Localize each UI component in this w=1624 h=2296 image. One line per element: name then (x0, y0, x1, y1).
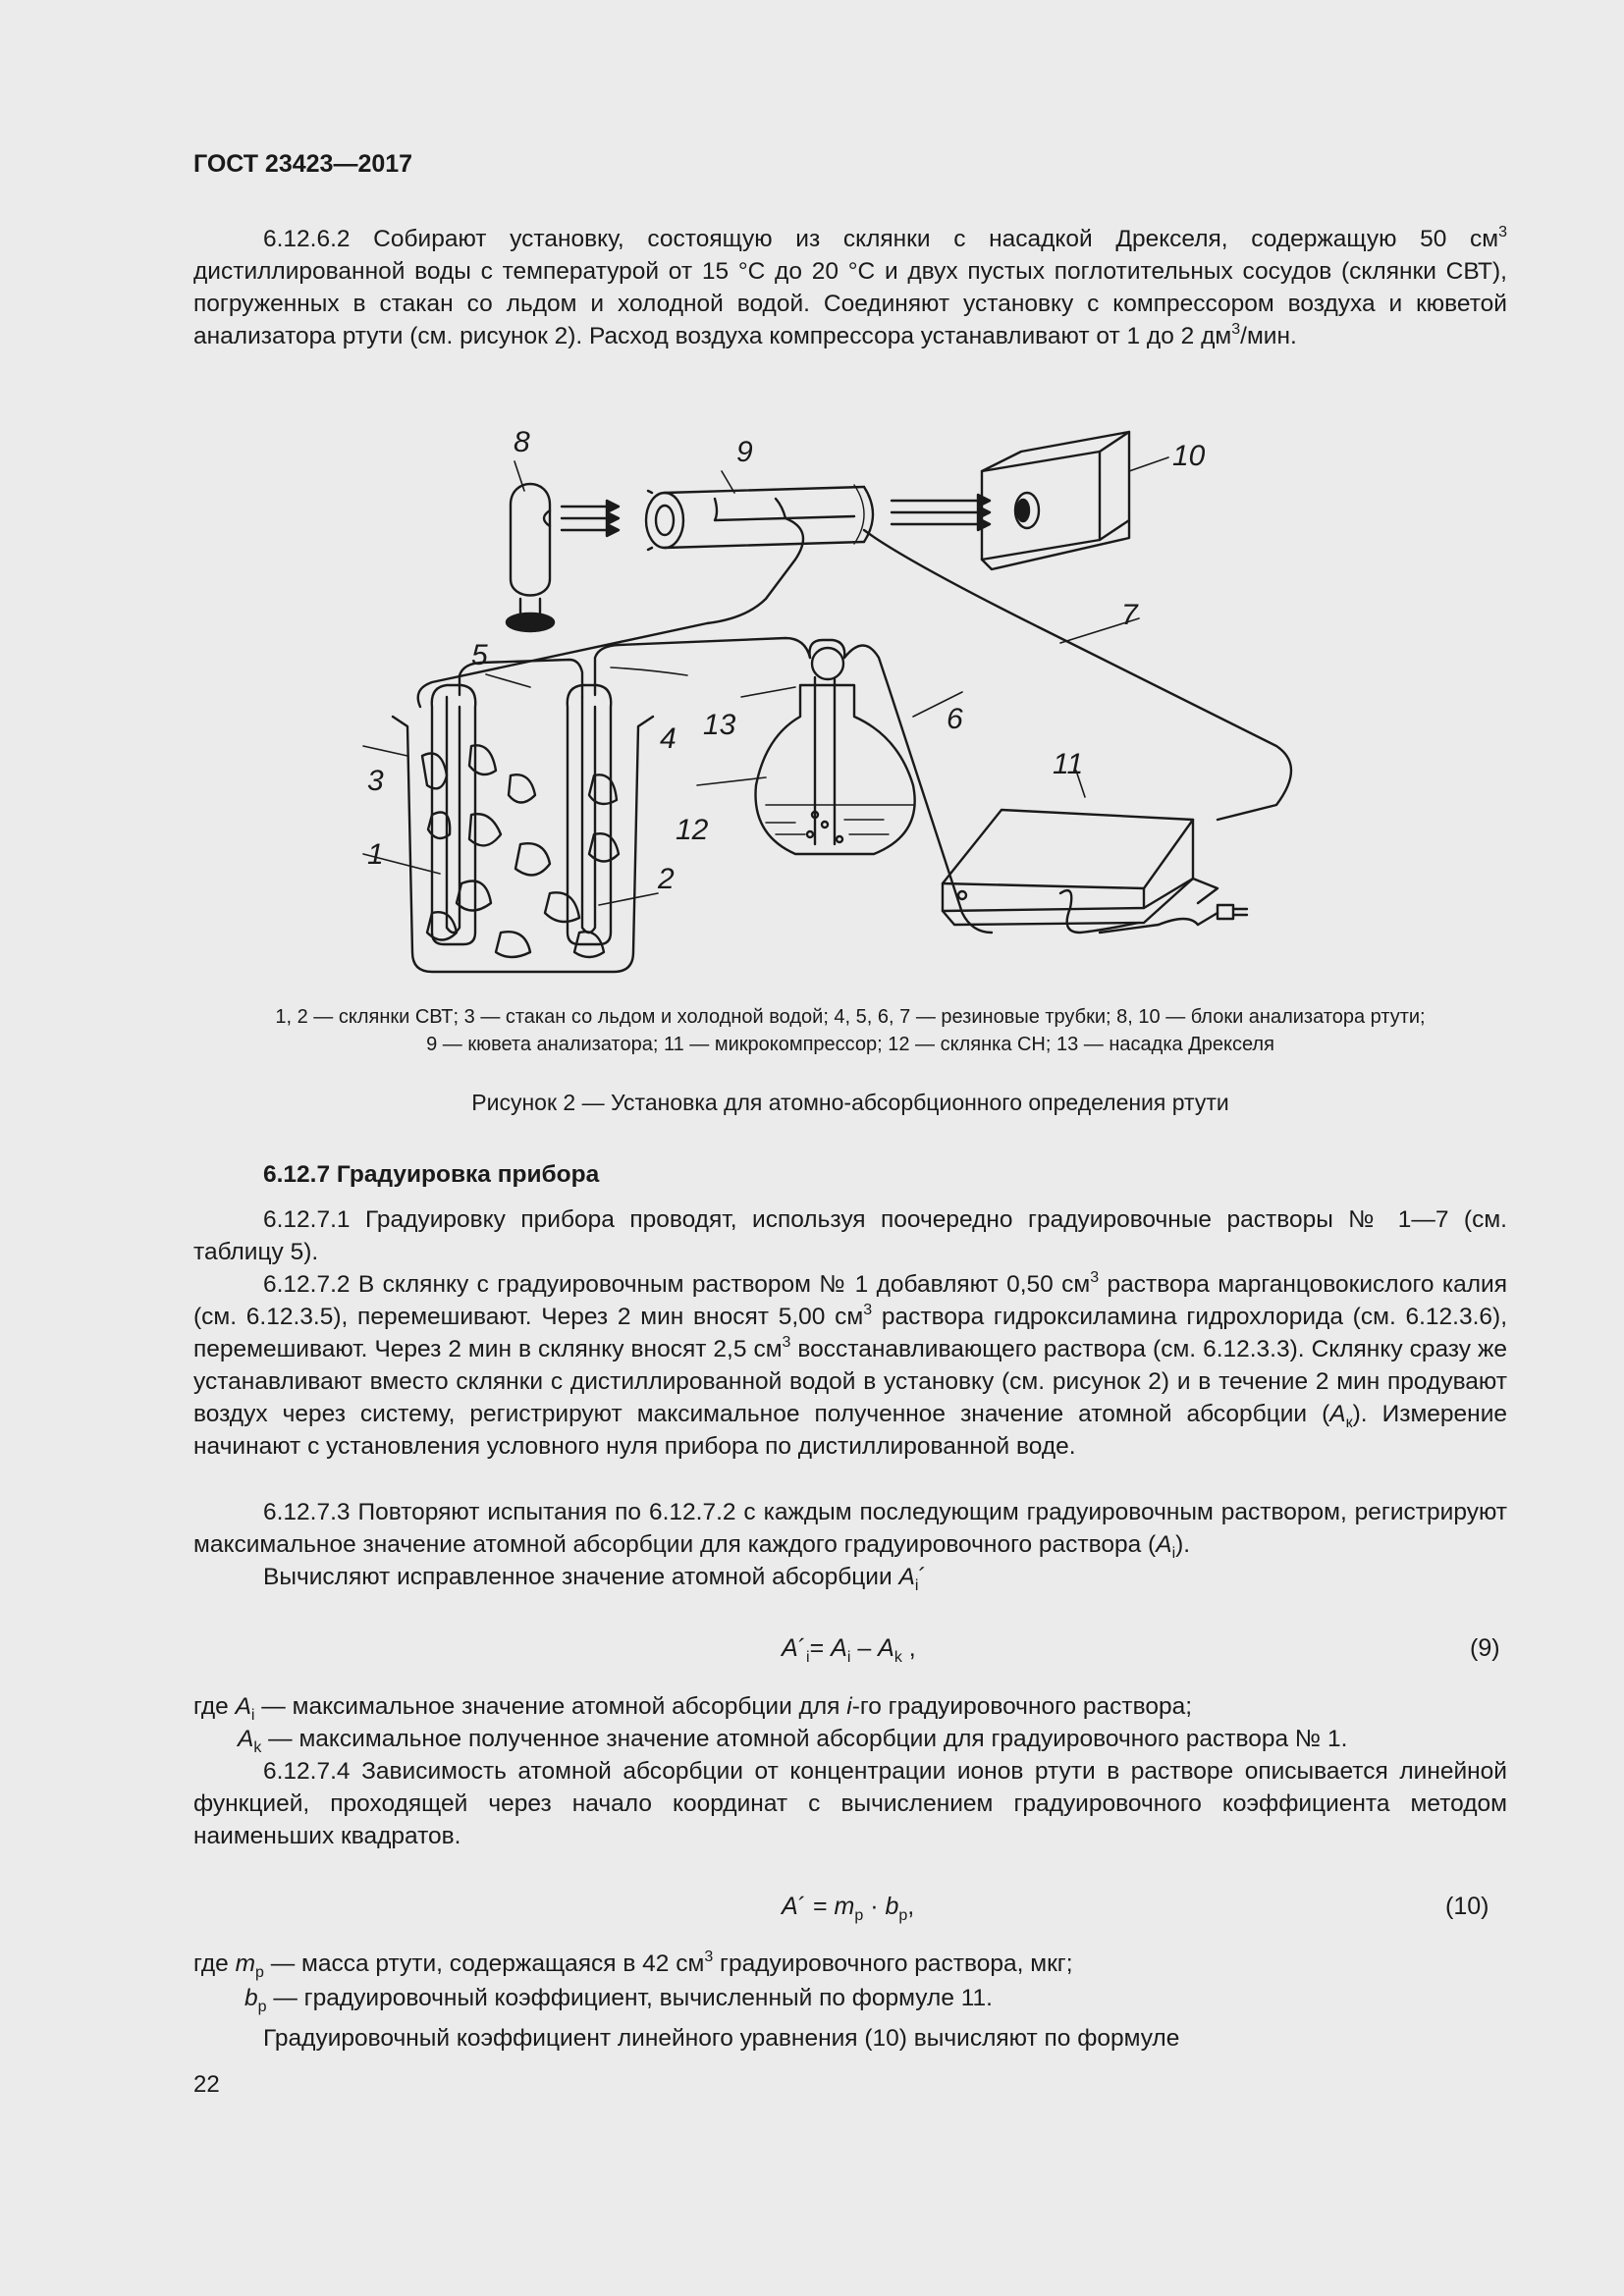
formula-10-number: (10) (1445, 1893, 1489, 1920)
variable: A (831, 1634, 847, 1662)
label-3: 3 (367, 765, 384, 797)
label-6: 6 (947, 703, 963, 735)
beaker-icon (363, 717, 653, 972)
paragraph-6-12-6-2 (193, 223, 1507, 352)
variable: A (238, 1726, 254, 1752)
label-10: 10 (1172, 440, 1206, 472)
figure-legend (193, 1003, 1507, 1058)
where-9-line-1 (193, 1690, 1507, 1723)
variable: i (846, 1693, 852, 1720)
text: где (193, 1693, 236, 1720)
superscript: 3 (1231, 320, 1241, 338)
prime-mark: ´ (797, 1634, 807, 1662)
text: где (193, 1950, 236, 1977)
variable: A (1329, 1401, 1346, 1427)
text: 6.12.7.2 В склянку с градуировочным раствором № 1 добавляют 0,50 см (263, 1271, 1091, 1298)
paragraph-calc (193, 1561, 1507, 1593)
text: — градуировочный коэффициент, вычисленный по формуле 11. (266, 1985, 993, 2011)
subscript: р (898, 1907, 908, 1924)
prime-mark: ´ (797, 1893, 807, 1920)
label-2: 2 (658, 863, 675, 895)
label-5: 5 (471, 639, 488, 671)
variable: b (885, 1893, 899, 1920)
variable: A (235, 1693, 251, 1720)
where-9-line-2 (238, 1723, 1507, 1755)
section-title: 6.12.7 Градуировка прибора (263, 1161, 600, 1188)
legend-line: 1, 2 — склянки СВТ; 3 — стакан со льдом и холодной водой; 4, 5, 6, 7 — резиновые трубки; 8, 10 — блоки анализатора ртути; (275, 1006, 1426, 1028)
superscript: 3 (704, 1948, 714, 1965)
subscript: i (806, 1649, 810, 1666)
document-header: ГОСТ 23423—2017 (193, 150, 413, 178)
text: раствора гидроксиламина гидрохлорида (см. 6.12.3.6), перемешивают. Через 2 мин в склянку вносят 2,5 см (193, 1304, 1507, 1362)
variable: m (235, 1950, 255, 1977)
subscript: i (846, 1649, 851, 1666)
formula-10 (782, 1893, 915, 1924)
text: = (806, 1893, 835, 1920)
tube-5-icon (418, 518, 803, 707)
prime-mark: ´ (918, 1564, 927, 1590)
text: ). (1175, 1531, 1191, 1558)
paragraph-6-12-7-3 (193, 1496, 1507, 1561)
label-11: 11 (1053, 748, 1084, 780)
label-7: 7 (1121, 599, 1138, 631)
formula-9 (782, 1634, 916, 1666)
subscript: i (914, 1576, 919, 1594)
subscript: р (257, 1998, 267, 2015)
label-13: 13 (703, 709, 736, 741)
subscript: р (854, 1907, 864, 1924)
label-1: 1 (367, 838, 384, 871)
text: = (809, 1634, 832, 1662)
apparatus-figure (353, 422, 1296, 991)
superscript: 3 (1090, 1268, 1100, 1286)
text: -го градуировочного раствора; (851, 1693, 1193, 1720)
text: ). Измерение начинают с установления условного нуля прибора по дистиллированной воде. (193, 1401, 1508, 1460)
text: градуировочного раствора, мкг; (713, 1950, 1073, 1977)
text: — масса ртути, содержащаяся в 42 см (263, 1950, 705, 1977)
text: — максимальное полученное значение атомной абсорбции для градуировочного раствора № 1. (261, 1726, 1348, 1752)
text: раствора марганцовокислого калия (см. 6.12.3.5), перемешивают. Через 2 мин вносят 5,00 см (193, 1271, 1508, 1330)
figure-caption: Рисунок 2 — Установка для атомно-абсорбционного определения ртути (471, 1090, 1229, 1115)
paragraph-6-12-7-1: 6.12.7.1 Градуировку прибора проводят, используя поочередно градуировочные растворы № 1—7 (см. таблицу 5). (193, 1206, 1507, 1265)
subscript: р (255, 1963, 264, 1981)
subscript: i (250, 1706, 255, 1724)
text: , (907, 1893, 915, 1920)
drexel-flask-icon (697, 640, 915, 854)
tube-6-icon (844, 646, 992, 934)
subscript: k (893, 1649, 902, 1666)
detector-block-icon (982, 432, 1168, 569)
cuvette-icon (646, 471, 873, 550)
light-arrows-icon (892, 495, 990, 530)
label-12: 12 (676, 814, 709, 846)
paragraph-final: Градуировочный коэффициент линейного уравнения (10) вычисляют по формуле (263, 2025, 1180, 2052)
lamp-block-icon (507, 461, 619, 631)
text: /мин. (1240, 323, 1297, 349)
variable: A (878, 1634, 894, 1662)
text: дистиллированной воды с температурой от 15 °С до 20 °С и двух пустых поглотительных сосудов (склянки СВТ), погруженных в стакан со льдом и холодной водой. Соединяют установку с компрессором воздуха и кюветой анализатора ртути (см. рисунок 2). Расход воздуха компрессора устанавливают от 1 до 2 дм (193, 258, 1507, 349)
label-4: 4 (660, 722, 677, 755)
where-10-line-1 (193, 1948, 1507, 1980)
label-8: 8 (514, 426, 530, 458)
superscript: 3 (782, 1333, 791, 1351)
text: · (863, 1893, 886, 1920)
variable: A (782, 1893, 798, 1920)
variable: b (244, 1985, 258, 2011)
legend-line: 9 — кювета анализатора; 11 — микрокомпрессор; 12 — склянка СН; 13 — насадка Дрекселя (426, 1034, 1274, 1055)
paragraph-6-12-7-4: 6.12.7.4 Зависимость атомной абсорбции от концентрации ионов ртути в растворе описывается линейной функцией, проходящей через начало координат с вычислением градуировочного коэффициента методом наименьших квадратов. (193, 1758, 1507, 1849)
text: , (901, 1634, 916, 1662)
subscript: к (1345, 1414, 1353, 1431)
subscript: i (1171, 1544, 1176, 1562)
paragraph-6-12-7-2 (193, 1268, 1507, 1463)
text: – (850, 1634, 879, 1662)
variable: A (782, 1634, 798, 1662)
text: — максимальное значение атомной абсорбции для (254, 1693, 847, 1720)
text: Вычисляют исправленное значение атомной абсорбции (263, 1564, 899, 1590)
page-number: 22 (193, 2071, 220, 2098)
formula-9-number: (9) (1470, 1634, 1500, 1662)
text: 6.12.6.2 Собирают установку, состоящую из склянки с насадкой Дрекселя, содержащую 50 см (263, 226, 1499, 252)
variable: A (1156, 1531, 1172, 1558)
superscript: 3 (863, 1301, 873, 1318)
variable: m (834, 1893, 855, 1920)
microcompressor-icon (943, 771, 1247, 933)
where-10-line-2 (244, 1982, 1507, 2014)
subscript: k (253, 1738, 262, 1756)
variable: A (898, 1564, 915, 1590)
text: 6.12.7.3 Повторяют испытания по 6.12.7.2 с каждым последующим градуировочным раствором, регистрируют максимальное значение атомной абсорбции для каждого градуировочного раствора ( (193, 1499, 1507, 1558)
label-9: 9 (736, 436, 753, 468)
text: восстанавливающего раствора (см. 6.12.3.3). Склянку сразу же устанавливают вместо склянки с дистиллированной водой в установку (см. рисунок 2) и в течение 2 мин продувают воздух через систему, регистрируют максимальное полученное значение атомной абсорбции ( (193, 1336, 1507, 1427)
superscript: 3 (1498, 223, 1507, 240)
